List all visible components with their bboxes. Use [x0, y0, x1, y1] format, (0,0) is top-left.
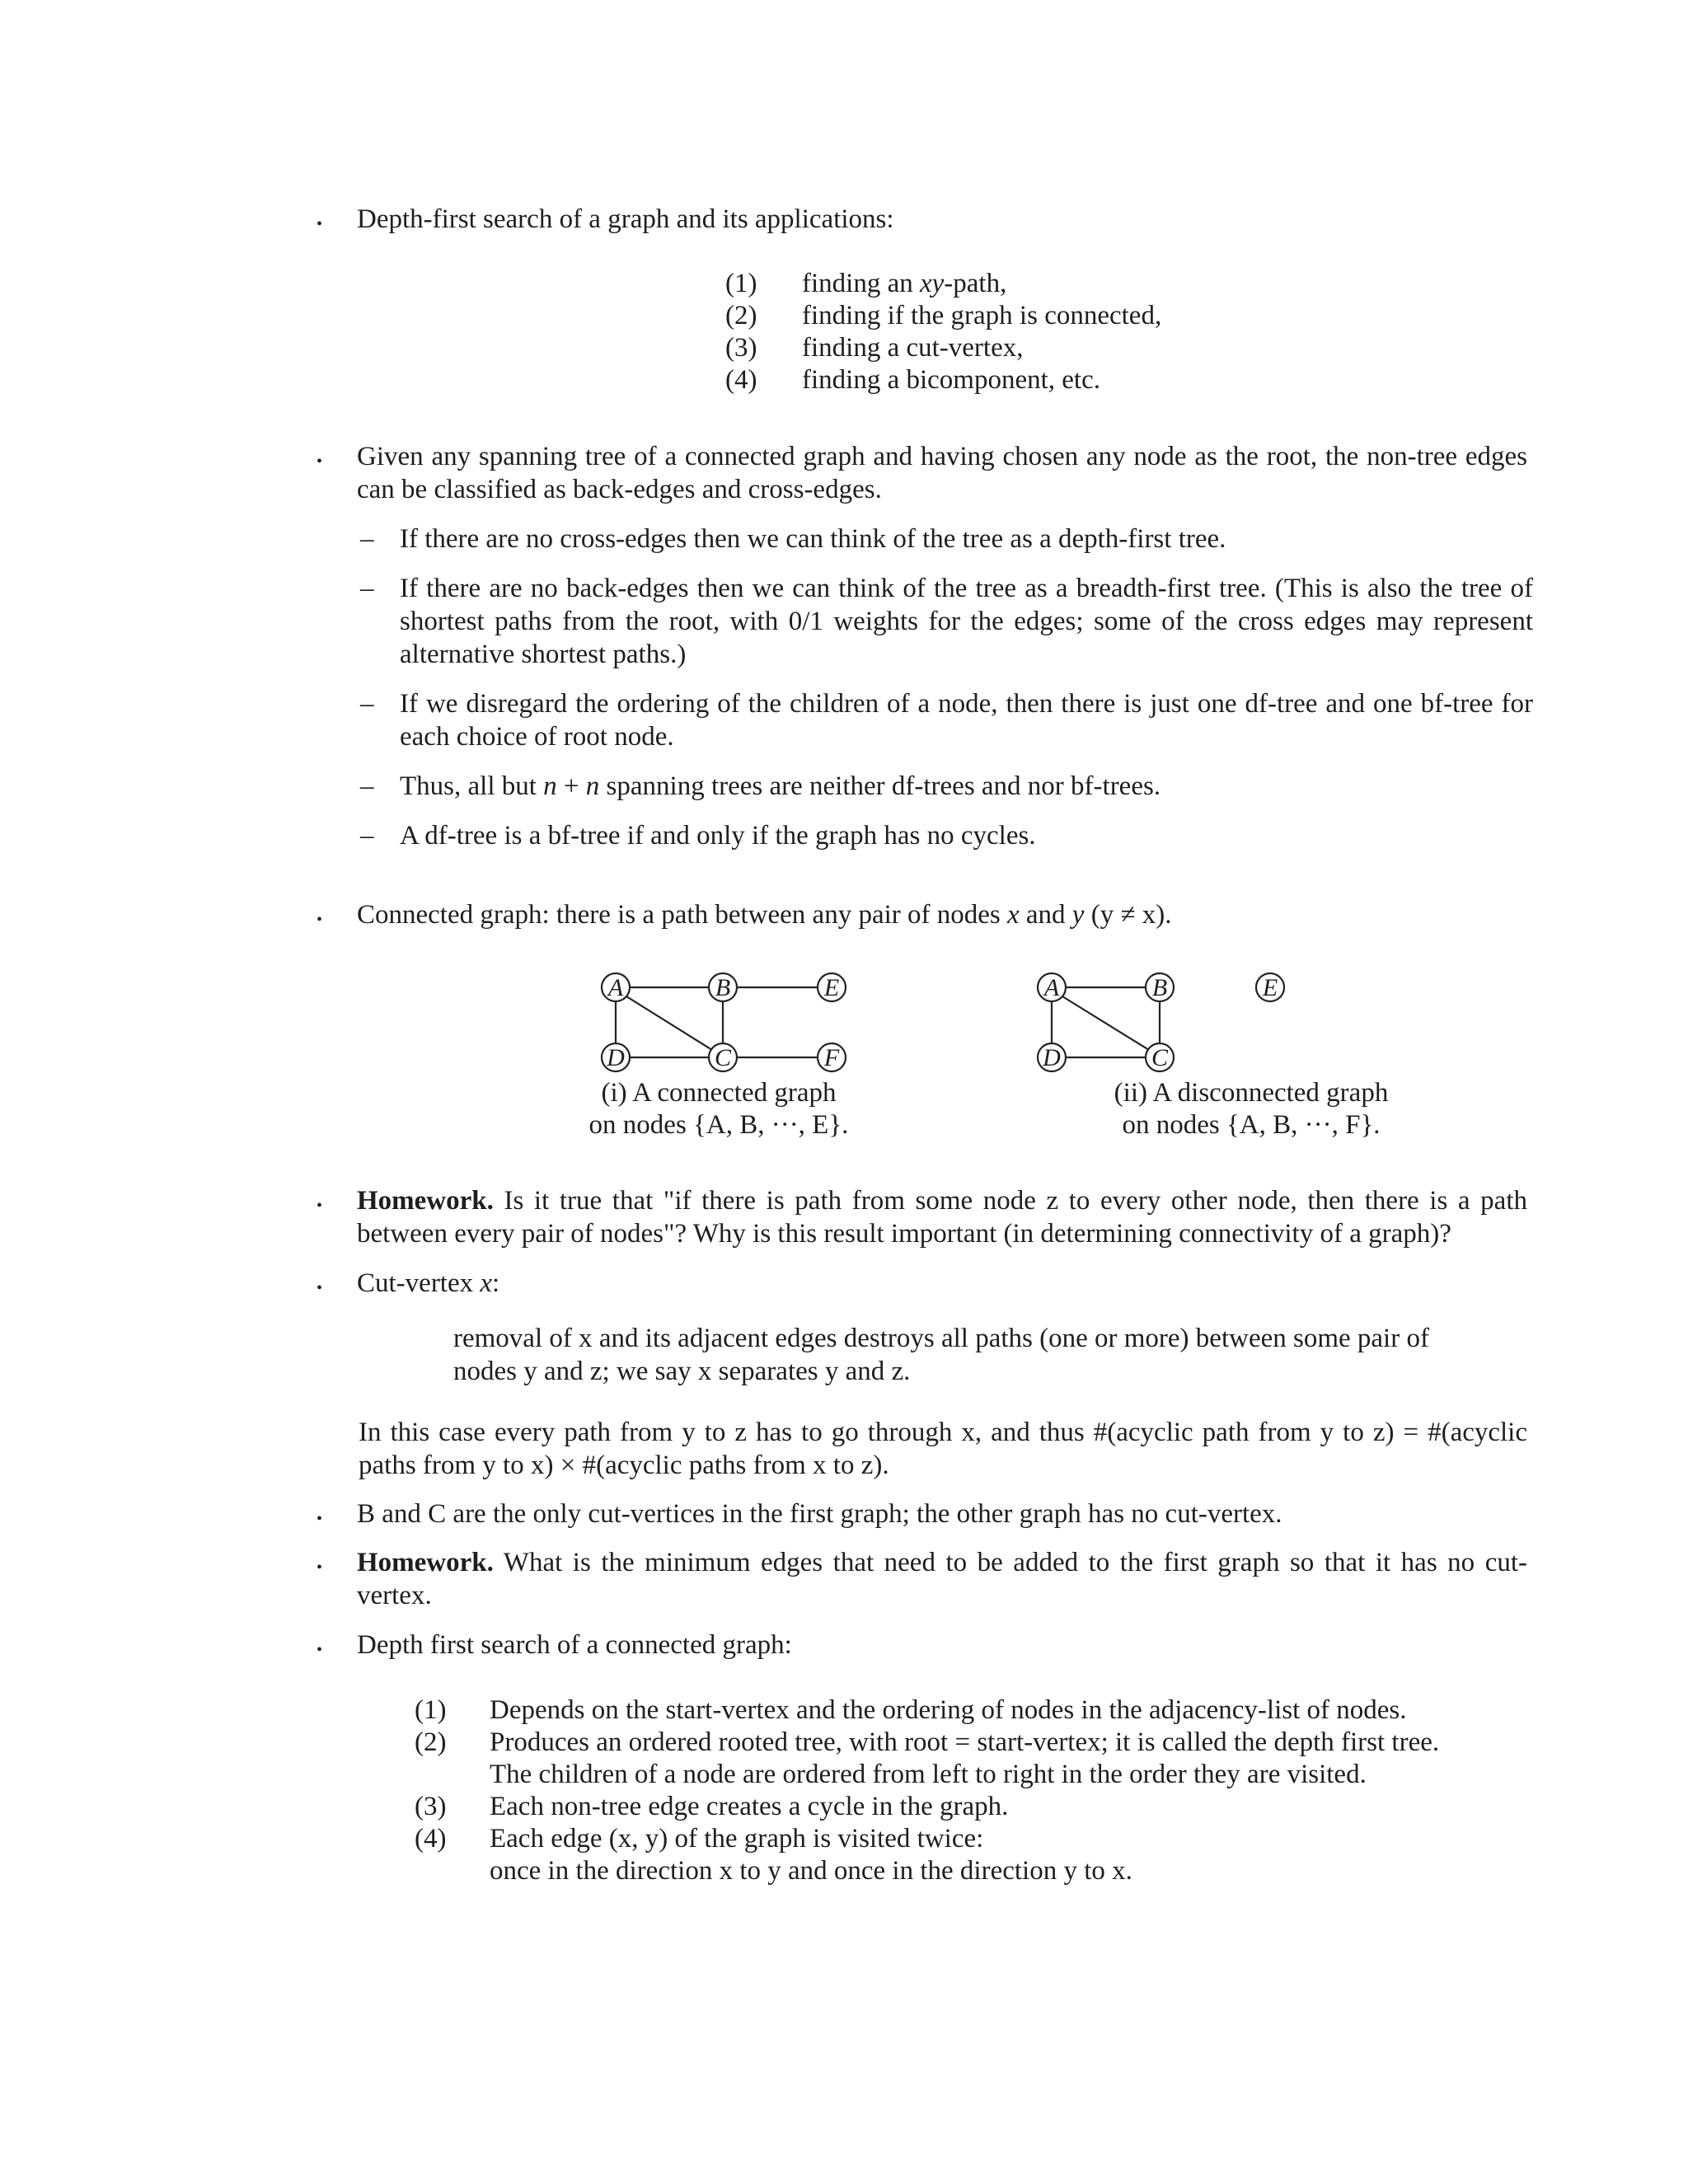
list-item: finding a cut-vertex, [802, 333, 1024, 363]
s1-lead: Depth-first search of a graph and its applications: [357, 204, 894, 234]
node-label: B [1151, 974, 1168, 1001]
cut-vertices-note: B and C are the only cut-vertices in the first graph; the other graph has no cut-vertex. [357, 1499, 1282, 1529]
node-label: F [823, 1044, 840, 1071]
node-label: C [714, 1044, 732, 1071]
s5-lead: Depth first search of a connected graph: [357, 1630, 792, 1660]
s2-dash-2: If there are no back-edges then we can think of the tree as a breadth-first tree. (This is also the tree of shortest paths from the root, with 0/1 weights for the edges; some of the cross edges may represent alternative shortest paths.) [400, 574, 1533, 669]
node-label: D [607, 1044, 625, 1071]
bullet: • [316, 911, 323, 929]
s2-dash-1: If there are no cross-edges then we can think of the tree as a depth-first tree. [400, 524, 1226, 554]
bullet: • [316, 452, 323, 471]
homework-2: Homework. What is the minimum edges that need to be added to the first graph so that it has no cut-vertex. [357, 1548, 1527, 1610]
list-item: finding a bicomponent, etc. [802, 365, 1100, 395]
list-number: (1) [725, 269, 757, 298]
node-label: C [1151, 1044, 1169, 1071]
node-label: A [1043, 974, 1060, 1001]
figure-caption: on nodes {A, B, ···, F}. [1122, 1110, 1381, 1140]
cut-vertex-definition: removal of x and its adjacent edges destroys all paths (one or more) between some pair of [453, 1324, 1429, 1353]
list-item: finding if the graph is connected, [802, 301, 1162, 330]
bullet: • [316, 215, 323, 233]
list-number: (1) [415, 1695, 447, 1725]
cut-vertex-lead: Cut-vertex x: [357, 1268, 500, 1298]
s2-dash-3: If we disregard the ordering of the children of a node, then there is just one df-tree and one bf-tree for each choice of root node. [400, 689, 1533, 752]
node-label: E [1262, 974, 1278, 1001]
s2-dash-4: Thus, all but n + n spanning trees are neither df-trees and nor bf-trees. [400, 771, 1161, 801]
cut-vertex-definition: nodes y and z; we say x separates y and z. [453, 1357, 911, 1386]
node-label: E [823, 974, 840, 1001]
dash: – [360, 689, 374, 719]
s3-connected-graph: Connected graph: there is a path between any pair of nodes x and y (y ≠ x). [357, 900, 1172, 930]
disconnected-graph-figure [0, 956, 1688, 1088]
figure-caption: on nodes {A, B, ···, E}. [588, 1110, 849, 1140]
homework-1: Homework. Is it true that "if there is path from some node z to every other node, then there is a path between every pair of nodes"? Why is this result important (in determining connectivity of a graph)? [357, 1186, 1527, 1249]
list-number: (2) [725, 301, 757, 330]
list-item: finding an xy-path, [802, 269, 1007, 298]
s2-dash-5: A df-tree is a bf-tree if and only if the graph has no cycles. [400, 821, 1036, 851]
dash: – [360, 574, 374, 603]
list-item: Each non-tree edge creates a cycle in the graph. [490, 1792, 1009, 1821]
figure-caption: (i) A connected graph [601, 1078, 837, 1108]
bullet: • [316, 1279, 323, 1297]
dash: – [360, 524, 374, 554]
dash: – [360, 821, 374, 851]
s2-lead: Given any spanning tree of a connected graph and having chosen any node as the root, the non-tree edges can be classified as back-edges and cross-edges. [357, 442, 1527, 504]
node-label: B [715, 974, 731, 1001]
list-number: (3) [725, 333, 757, 363]
list-number: (2) [415, 1727, 447, 1757]
figure-caption: (ii) A disconnected graph [1114, 1078, 1389, 1108]
list-number: (3) [415, 1792, 447, 1821]
list-item: Depends on the start-vertex and the ordering of nodes in the adjacency-list of nodes. [490, 1695, 1407, 1725]
bullet: • [316, 1197, 323, 1215]
bullet: • [316, 1558, 323, 1577]
cut-vertex-paragraph: In this case every path from y to z has to go through x, and thus #(acyclic path from y to z) = #(acyclic paths from y to x) × #(acyclic paths from x to z). [359, 1418, 1527, 1480]
node-label: A [607, 974, 624, 1001]
list-number: (4) [415, 1824, 447, 1854]
list-item-continued: once in the direction x to y and once in the direction y to x. [490, 1856, 1132, 1886]
bullet: • [316, 1510, 323, 1528]
bullet: • [316, 1641, 323, 1659]
list-item: Produces an ordered rooted tree, with root = start-vertex; it is called the depth first tree. [490, 1727, 1440, 1757]
dash: – [360, 771, 374, 801]
list-item-continued: The children of a node are ordered from left to right in the order they are visited. [490, 1760, 1367, 1789]
list-item: Each edge (x, y) of the graph is visited twice: [490, 1824, 984, 1854]
list-number: (4) [725, 365, 757, 395]
node-label: D [1043, 1044, 1061, 1071]
